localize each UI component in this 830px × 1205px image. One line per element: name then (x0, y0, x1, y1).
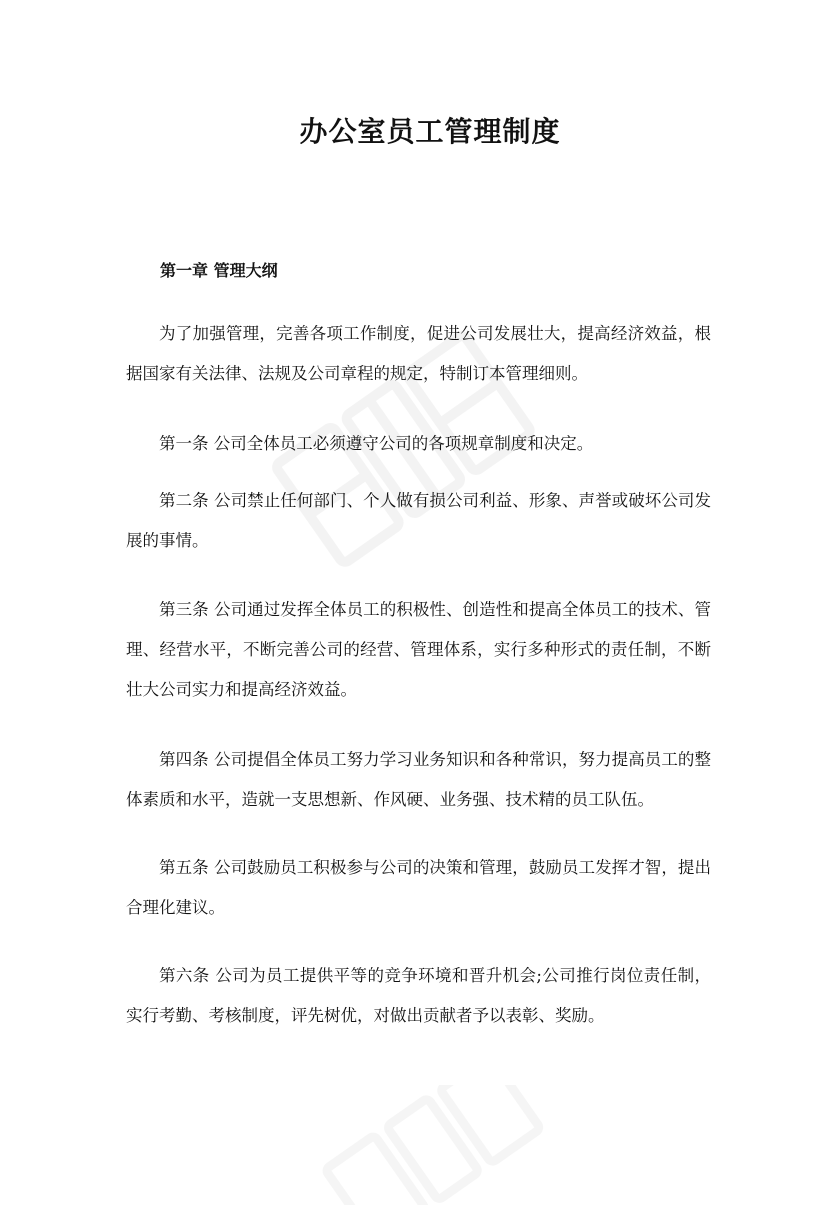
paragraph-article-4: 第四条 公司提倡全体员工努力学习业务知识和各种常识，努力提高员工的整体素质和水平，造就一支思想新、作风硬、业务强、技术精的员工队伍。 (126, 750, 711, 809)
paragraph-article-5: 第五条 公司鼓励员工积极参与公司的决策和管理，鼓励员工发挥才智，提出合理化建议。 (126, 858, 711, 917)
paragraph-intro: 为了加强管理，完善各项工作制度，促进公司发展壮大，提高经济效益，根据国家有关法律、法规及公司章程的规定，特制订本管理细则。 (126, 324, 711, 383)
paragraph-article-6: 第六条 公司为员工提供平等的竞争环境和晋升机会;公司推行岗位责任制，实行考勤、考核制度，评先树优，对做出贡献者予以表彰、奖励。 (126, 966, 711, 1025)
watermark-logo-bottom (300, 1085, 560, 1205)
paragraph-article-2: 第二条 公司禁止任何部门、个人做有损公司利益、形象、声誉或破坏公司发展的事情。 (126, 491, 711, 550)
document-title: 办公室员工管理制度 (299, 115, 561, 148)
chapter-heading: 第一章 管理大纲 (160, 261, 278, 280)
paragraph-article-1: 第一条 公司全体员工必须遵守公司的各项规章制度和决定。 (159, 434, 594, 453)
paragraph-article-3: 第三条 公司通过发挥全体员工的积极性、创造性和提高全体员工的技术、管理、经营水平，不断完善公司的经营、管理体系，实行多种形式的责任制，不断壮大公司实力和提高经济效益。 (126, 600, 711, 699)
